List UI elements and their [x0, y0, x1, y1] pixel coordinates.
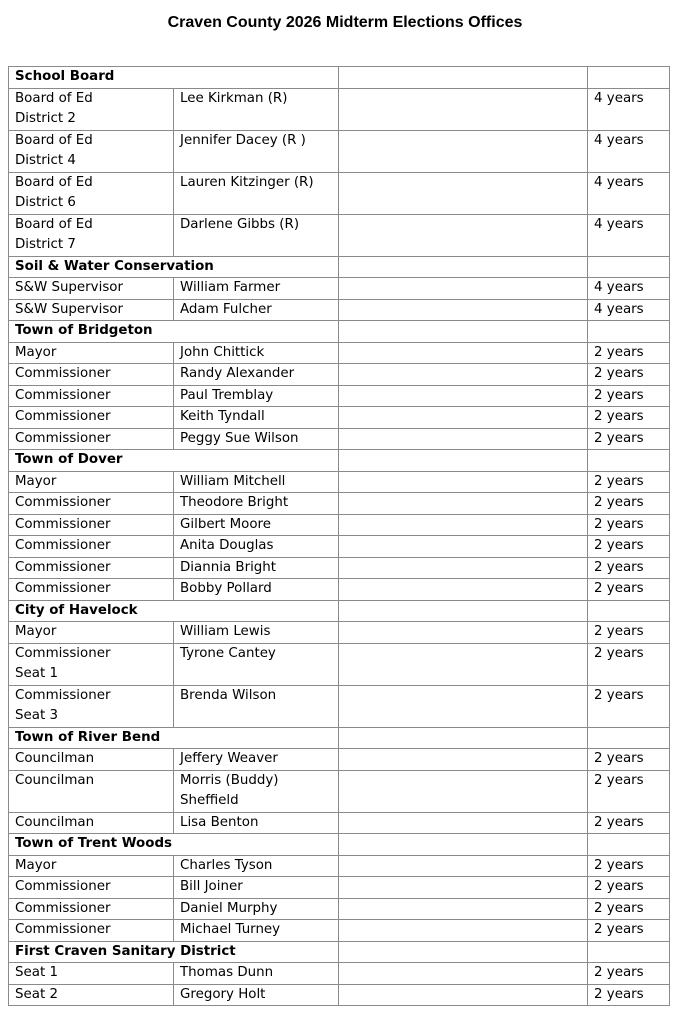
table-row: [9, 579, 670, 601]
empty-cell: [588, 321, 670, 343]
empty-cell: [339, 727, 588, 749]
office-label: Mayor: [15, 473, 57, 489]
office-label: Councilman: [15, 814, 95, 830]
candidate-name: Daniel Murphy: [180, 900, 278, 916]
office-label: Seat 1: [15, 965, 58, 980]
candidate-name: Adam Fulcher: [180, 301, 272, 317]
empty-cell: [339, 749, 588, 771]
office-cell: [9, 749, 174, 771]
table-row: [9, 385, 670, 407]
office-cell: [9, 622, 174, 644]
office-sublabel: District 4: [15, 153, 76, 168]
empty-cell: [339, 214, 588, 256]
empty-cell: [339, 898, 588, 920]
candidate-name: Michael Turney: [180, 922, 281, 937]
office-label: S&W Supervisor: [15, 280, 123, 295]
section-title: Town of River Bend: [9, 727, 339, 749]
office-cell: [9, 579, 174, 601]
office-sublabel: Seat 3: [15, 708, 58, 723]
office-sublabel: District 6: [15, 195, 76, 210]
section-header-row: [9, 834, 670, 856]
office-cell: [9, 130, 174, 172]
office-label: Board of Ed: [15, 174, 93, 190]
candidate-cell: [174, 812, 339, 834]
empty-cell: [339, 407, 588, 429]
office-cell: [9, 770, 174, 812]
candidate-name: William Mitchell: [180, 473, 286, 489]
office-label: Board of Ed: [15, 90, 93, 106]
term-cell: 2 years: [588, 557, 670, 579]
term-cell: 2 years: [588, 920, 670, 942]
office-label: Commissioner: [15, 559, 111, 575]
office-cell: [9, 88, 174, 130]
office-cell: [9, 984, 174, 1006]
term-cell: 2 years: [588, 770, 670, 812]
term-cell: 4 years: [588, 278, 670, 300]
office-cell: [9, 428, 174, 450]
section-header-row: [9, 600, 670, 622]
candidate-name: Anita Douglas: [180, 538, 274, 553]
empty-cell: [339, 622, 588, 644]
empty-cell: [339, 770, 588, 812]
table-row: [9, 471, 670, 493]
table-row: [9, 342, 670, 364]
candidate-name: Keith Tyndall: [180, 409, 265, 424]
empty-cell: [339, 256, 588, 278]
empty-cell: [339, 685, 588, 727]
candidate-cell: [174, 214, 339, 256]
section-header-row: [9, 67, 670, 89]
candidate-name: Gregory Holt: [180, 986, 266, 1002]
office-cell: [9, 172, 174, 214]
table-row: [9, 88, 670, 130]
candidate-name: Thomas Dunn: [180, 965, 274, 980]
term-cell: 4 years: [588, 214, 670, 256]
term-cell: 4 years: [588, 130, 670, 172]
page-title: Craven County 2026 Midterm Elections Offices: [167, 14, 523, 31]
empty-cell: [339, 920, 588, 942]
office-sublabel: District 2: [15, 111, 76, 126]
office-sublabel: District 7: [15, 237, 76, 252]
empty-cell: [588, 600, 670, 622]
term-cell: 2 years: [588, 984, 670, 1006]
office-cell: [9, 812, 174, 834]
candidate-cell: [174, 88, 339, 130]
empty-cell: [339, 812, 588, 834]
candidate-name: Diannia Bright: [180, 559, 277, 575]
office-cell: [9, 385, 174, 407]
candidate-name: Lisa Benton: [180, 814, 259, 830]
office-label: Board of Ed: [15, 132, 93, 148]
empty-cell: [339, 450, 588, 472]
candidate-cell: [174, 514, 339, 536]
office-label: Commissioner: [15, 687, 111, 703]
table-row: [9, 299, 670, 321]
section-title: Town of Trent Woods: [9, 834, 339, 856]
office-cell: [9, 643, 174, 685]
empty-cell: [339, 172, 588, 214]
office-label: Commissioner: [15, 409, 111, 424]
table-row: [9, 770, 670, 812]
term-cell: 2 years: [588, 898, 670, 920]
candidate-name: Peggy Sue Wilson: [180, 430, 299, 446]
term-cell: 2 years: [588, 622, 670, 644]
table-row: [9, 407, 670, 429]
section-header-row: [9, 727, 670, 749]
office-label: Commissioner: [15, 495, 111, 510]
table-row: [9, 877, 670, 899]
candidate-name: Darlene Gibbs (R): [180, 216, 300, 232]
table-row: [9, 172, 670, 214]
section-header-row: [9, 256, 670, 278]
empty-cell: [588, 450, 670, 472]
candidate-name: William Farmer: [180, 280, 281, 295]
empty-cell: [339, 385, 588, 407]
term-cell: 2 years: [588, 877, 670, 899]
candidate-cell: [174, 898, 339, 920]
term-cell: 2 years: [588, 364, 670, 386]
empty-cell: [339, 643, 588, 685]
office-label: Commissioner: [15, 922, 111, 937]
term-cell: 2 years: [588, 493, 670, 515]
office-label: Commissioner: [15, 900, 111, 916]
candidate-cell: [174, 770, 339, 812]
table-row: [9, 963, 670, 985]
empty-cell: [339, 67, 588, 89]
office-label: Commissioner: [15, 645, 111, 661]
office-cell: [9, 342, 174, 364]
office-label: Councilman: [15, 772, 95, 788]
empty-cell: [339, 364, 588, 386]
candidate-cell: [174, 984, 339, 1006]
candidate-cell: [174, 493, 339, 515]
empty-cell: [588, 67, 670, 89]
term-cell: 4 years: [588, 172, 670, 214]
candidate-cell: [174, 278, 339, 300]
table-row: [9, 278, 670, 300]
term-cell: 2 years: [588, 471, 670, 493]
candidate-cell: [174, 855, 339, 877]
candidate-name-continued: Sheffield: [180, 793, 239, 808]
term-cell: 4 years: [588, 88, 670, 130]
empty-cell: [339, 557, 588, 579]
candidate-cell: [174, 749, 339, 771]
candidate-name: Bobby Pollard: [180, 581, 272, 596]
section-title: Town of Bridgeton: [9, 321, 339, 343]
term-cell: 2 years: [588, 428, 670, 450]
table-row: [9, 130, 670, 172]
candidate-cell: [174, 385, 339, 407]
candidate-name: Lauren Kitzinger (R): [180, 174, 314, 190]
term-cell: 2 years: [588, 385, 670, 407]
empty-cell: [339, 855, 588, 877]
empty-cell: [339, 471, 588, 493]
term-cell: 2 years: [588, 749, 670, 771]
office-label: Commissioner: [15, 879, 111, 894]
office-label: Mayor: [15, 624, 57, 639]
office-label: S&W Supervisor: [15, 301, 123, 317]
office-cell: [9, 920, 174, 942]
empty-cell: [339, 88, 588, 130]
candidate-cell: [174, 172, 339, 214]
table-row: [9, 364, 670, 386]
empty-cell: [339, 963, 588, 985]
candidate-cell: [174, 877, 339, 899]
term-cell: 2 years: [588, 579, 670, 601]
candidate-name: Jennifer Dacey (R ): [180, 132, 306, 148]
term-cell: 2 years: [588, 342, 670, 364]
candidate-cell: [174, 685, 339, 727]
candidate-name: Randy Alexander: [180, 366, 295, 381]
office-cell: [9, 855, 174, 877]
candidate-cell: [174, 364, 339, 386]
table-row: [9, 514, 670, 536]
section-title: Town of Dover: [9, 450, 339, 472]
office-label: Seat 2: [15, 986, 58, 1002]
candidate-name: Theodore Bright: [180, 495, 289, 510]
term-cell: 2 years: [588, 685, 670, 727]
candidate-cell: [174, 471, 339, 493]
office-label: Commissioner: [15, 366, 111, 381]
empty-cell: [588, 727, 670, 749]
term-cell: 4 years: [588, 299, 670, 321]
candidate-name: Lee Kirkman (R): [180, 90, 288, 106]
office-cell: [9, 364, 174, 386]
offices-table-body: [9, 67, 670, 1006]
office-label: Mayor: [15, 344, 57, 360]
table-row: [9, 643, 670, 685]
candidate-name: Paul Tremblay: [180, 387, 274, 403]
empty-cell: [339, 514, 588, 536]
candidate-cell: [174, 557, 339, 579]
term-cell: 2 years: [588, 514, 670, 536]
empty-cell: [339, 321, 588, 343]
candidate-cell: [174, 299, 339, 321]
candidate-name: Jeffery Weaver: [180, 751, 278, 766]
office-label: Commissioner: [15, 538, 111, 553]
office-cell: [9, 514, 174, 536]
empty-cell: [339, 278, 588, 300]
table-row: [9, 214, 670, 256]
office-cell: [9, 685, 174, 727]
office-label: Mayor: [15, 857, 57, 873]
empty-cell: [339, 130, 588, 172]
section-header-row: [9, 941, 670, 963]
offices-table: [8, 66, 670, 1006]
empty-cell: [588, 834, 670, 856]
office-label: Commissioner: [15, 387, 111, 403]
empty-cell: [339, 493, 588, 515]
office-cell: [9, 877, 174, 899]
candidate-name: Morris (Buddy): [180, 772, 279, 788]
empty-cell: [339, 342, 588, 364]
empty-cell: [339, 600, 588, 622]
section-title: Soil & Water Conservation: [9, 256, 339, 278]
section-title: First Craven Sanitary District: [9, 941, 339, 963]
office-cell: [9, 471, 174, 493]
table-row: [9, 428, 670, 450]
term-cell: 2 years: [588, 536, 670, 558]
office-cell: [9, 493, 174, 515]
term-cell: 2 years: [588, 812, 670, 834]
table-row: [9, 536, 670, 558]
term-cell: 2 years: [588, 407, 670, 429]
table-row: [9, 493, 670, 515]
section-header-row: [9, 321, 670, 343]
empty-cell: [339, 834, 588, 856]
candidate-cell: [174, 920, 339, 942]
office-label: Commissioner: [15, 430, 111, 446]
empty-cell: [339, 877, 588, 899]
candidate-name: Brenda Wilson: [180, 687, 277, 703]
candidate-cell: [174, 643, 339, 685]
office-cell: [9, 299, 174, 321]
empty-cell: [339, 299, 588, 321]
section-header-row: [9, 450, 670, 472]
candidate-cell: [174, 130, 339, 172]
candidate-name: John Chittick: [180, 344, 265, 360]
table-row: [9, 812, 670, 834]
table-row: [9, 920, 670, 942]
candidate-name: William Lewis: [180, 624, 271, 639]
office-cell: [9, 278, 174, 300]
candidate-name: Bill Joiner: [180, 879, 243, 894]
empty-cell: [339, 428, 588, 450]
empty-cell: [588, 256, 670, 278]
candidate-cell: [174, 342, 339, 364]
empty-cell: [339, 984, 588, 1006]
candidate-cell: [174, 536, 339, 558]
candidate-cell: [174, 963, 339, 985]
office-label: Councilman: [15, 751, 95, 766]
table-row: [9, 749, 670, 771]
table-row: [9, 622, 670, 644]
candidate-cell: [174, 579, 339, 601]
table-row: [9, 898, 670, 920]
office-cell: [9, 407, 174, 429]
candidate-cell: [174, 622, 339, 644]
candidate-name: Tyrone Cantey: [180, 645, 276, 661]
empty-cell: [339, 941, 588, 963]
term-cell: 2 years: [588, 855, 670, 877]
empty-cell: [339, 579, 588, 601]
candidate-name: Charles Tyson: [180, 857, 273, 873]
table-row: [9, 855, 670, 877]
office-cell: [9, 963, 174, 985]
office-cell: [9, 214, 174, 256]
term-cell: 2 years: [588, 643, 670, 685]
section-title: School Board: [9, 67, 339, 89]
office-cell: [9, 557, 174, 579]
office-label: Board of Ed: [15, 216, 93, 232]
empty-cell: [339, 536, 588, 558]
office-cell: [9, 898, 174, 920]
candidate-cell: [174, 407, 339, 429]
candidate-name: Gilbert Moore: [180, 516, 271, 532]
office-label: Commissioner: [15, 581, 111, 596]
table-row: [9, 685, 670, 727]
office-sublabel: Seat 1: [15, 666, 58, 681]
candidate-cell: [174, 428, 339, 450]
office-cell: [9, 536, 174, 558]
term-cell: 2 years: [588, 963, 670, 985]
office-label: Commissioner: [15, 516, 111, 532]
table-row: [9, 984, 670, 1006]
section-title: City of Havelock: [9, 600, 339, 622]
empty-cell: [588, 941, 670, 963]
table-row: [9, 557, 670, 579]
